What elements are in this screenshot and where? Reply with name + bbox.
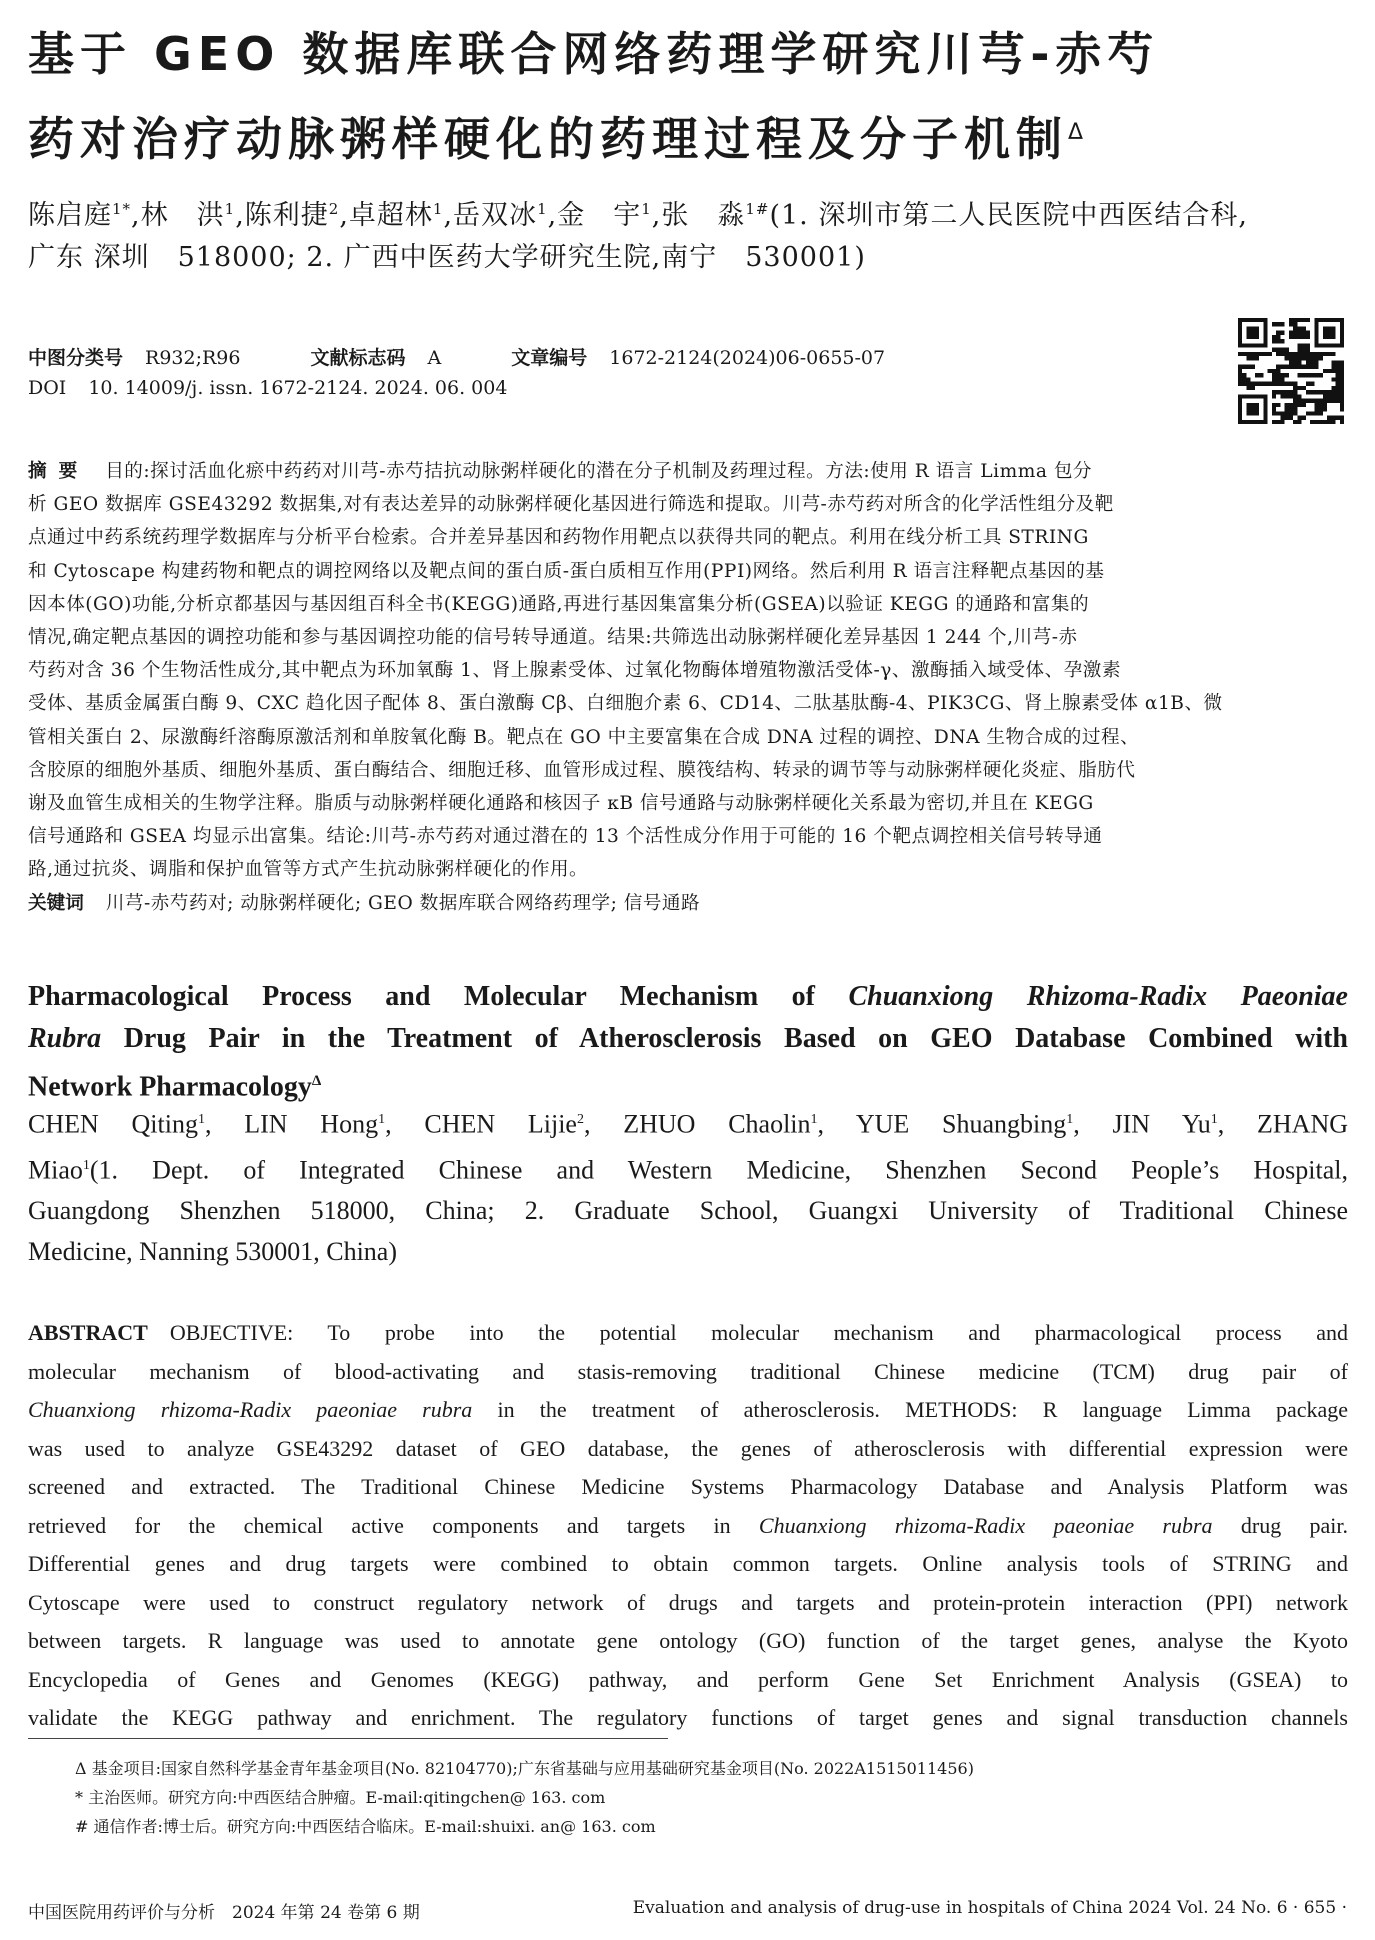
title-en-text: Pharmacological Process and Molecular Mechanism of bbox=[28, 981, 849, 1012]
author-name: , ZHANG bbox=[1217, 1109, 1349, 1139]
meta-line-2 bbox=[28, 373, 885, 403]
doc-code-value: A bbox=[427, 347, 442, 369]
title-cn-line-1: 基于 GEO 数据库联合网络药理学研究川芎-赤芍 bbox=[28, 27, 1160, 81]
abstract-en-text: drug pair. bbox=[1212, 1512, 1348, 1538]
footnote-first-author: * 主治医师。研究方向:中西医结合肿瘤。E-mail:qitingchen@ 163. com bbox=[75, 1788, 606, 1807]
author-sup: 1 bbox=[537, 200, 548, 218]
author-sup: 1 bbox=[197, 1112, 205, 1127]
abstract-en-line bbox=[28, 1391, 1348, 1430]
authors-en bbox=[28, 1099, 1348, 1272]
author-sup: 1 bbox=[432, 200, 444, 218]
author-name: ,陈利捷 bbox=[235, 200, 329, 231]
abstract-cn-label: 摘要 bbox=[28, 461, 90, 482]
title-cn bbox=[28, 22, 1348, 86]
clc-value: R932;R96 bbox=[145, 347, 241, 369]
abstract-en-line: Cytoscape were used to construct regulatory network of drugs and targets and protein-protein interaction (PPI) network bbox=[28, 1589, 1348, 1615]
author-sup: 1 bbox=[1210, 1112, 1218, 1127]
author-name: ,卓超林 bbox=[339, 200, 433, 231]
authors-cn-line-2: 广东 深圳 518000; 2. 广西中医药大学研究生院,南宁 530001) bbox=[28, 242, 866, 273]
article-no-value: 1672-2124(2024)06-0655-07 bbox=[609, 347, 886, 369]
author-name: ,金 宇 bbox=[547, 200, 642, 231]
author-sup: 1# bbox=[745, 200, 770, 218]
author-sup: 2 bbox=[328, 200, 340, 218]
title-en-species: Rubra bbox=[28, 1023, 102, 1054]
title-cn-line-2: 药对治疗动脉粥样硬化的药理过程及分子机制 bbox=[28, 112, 1068, 166]
abstract-cn-line: 点通过中药系统药理学数据库与分析平台检索。合并差异基因和药物作用靶点以获得共同的靶点。利用在线分析工具 STRING bbox=[28, 527, 1089, 549]
abstract-cn-text: 目的:探讨活血化瘀中药药对川芎-赤芍拮抗动脉粥样硬化的潜在分子机制及药理过程。方法:使用 R 语言 Limma 包分 bbox=[105, 461, 1093, 482]
author-sup: 1 bbox=[82, 1157, 90, 1173]
abstract-en-line: between targets. R language was used to annotate gene ontology (GO) function of the target genes, analyse the Kyoto bbox=[28, 1628, 1348, 1653]
doi-label: DOI bbox=[28, 377, 67, 399]
abstract-cn-line: 因本体(GO)功能,分析京都基因与基因组百科全书(KEGG)通路,再进行基因集富集分析(GSEA)以验证 KEGG 的通路和富集的 bbox=[28, 593, 1090, 615]
footnote-funding: Δ 基金项目:国家自然科学基金青年基金项目(No. 82104770);广东省基础与应用基础研究基金项目(No. 2022A1515011456) bbox=[75, 1759, 974, 1778]
abstract-en-species: Chuanxiong rhizoma-Radix paeoniae rubra bbox=[758, 1512, 1213, 1538]
author-sup: 1 bbox=[378, 1112, 386, 1127]
abstract-cn-line: 情况,确定靶点基因的调控功能和参与基因调控功能的信号转导通道。结果:共筛选出动脉粥样硬化差异基因 1 244 个,川芎-赤 bbox=[28, 627, 1078, 649]
abstract-cn-line: 含胶原的细胞外基质、细胞外基质、蛋白酶结合、细胞迁移、血管形成过程、膜筏结构、转录的调节等与动脉粥样硬化炎症、脂肪代 bbox=[28, 759, 1136, 781]
title-en-text: Drug Pair in the Treatment of Atherosclerosis Based on GEO Database Combined with bbox=[101, 1023, 1348, 1054]
abstract-en-line: Encyclopedia of Genes and Genomes (KEGG) pathway, and perform Gene Set Enrichment Analysis (GSEA) to bbox=[28, 1666, 1348, 1692]
title-en-species: Chuanxiong Rhizoma-Radix Paeoniae bbox=[848, 981, 1348, 1012]
abstract-cn-line: 析 GEO 数据库 GSE43292 数据集,对有表达差异的动脉粥样硬化基因进行筛选和提取。川芎-赤芍药对所含的化学活性组分及靶 bbox=[28, 494, 1114, 516]
abstract-cn-line: 谢及血管生成相关的生物学注释。脂质与动脉粥样硬化通路和核因子 κB 信号通路与动脉粥样硬化关系最为密切,并且在 KEGG bbox=[28, 793, 1094, 815]
abstract-en-text: OBJECTIVE: To probe into the potential molecular mechanism and pharmacological process and bbox=[169, 1320, 1348, 1345]
abstract-en-line bbox=[28, 1507, 1348, 1546]
abstract-cn-line: 信号通路和 GSEA 均显示出富集。结论:川芎-赤芍药对通过潜在的 13 个活性成分作用于可能的 16 个靶点调控相关信号转导通 bbox=[28, 826, 1103, 848]
title-cn-line-2-wrap bbox=[28, 107, 1348, 171]
doc-code-label: 文献标志码 bbox=[310, 347, 406, 369]
author-name: , JIN Yu bbox=[1073, 1109, 1211, 1139]
abstract-cn-line bbox=[28, 455, 1351, 488]
abstract-cn-line: 管相关蛋白 2、尿激酶纤溶酶原激活剂和单胺氧化酶 B。靶点在 GO 中主要富集在合成 DNA 过程的调控、DNA 生物合成的过程、 bbox=[28, 726, 1140, 748]
title-en bbox=[28, 976, 1348, 1108]
abstract-cn-line: 和 Cytoscape 构建药物和靶点的调控网络以及靶点间的蛋白质-蛋白质相互作用(PPI)网络。然后利用 R 语言注释靶点基因的基 bbox=[28, 560, 1105, 582]
abstract-en-line: molecular mechanism of blood-activating and stasis-removing traditional Chinese medicine (TCM) drug pair of bbox=[28, 1358, 1348, 1384]
abstract-cn bbox=[28, 455, 1351, 920]
keywords-cn-label: 关键词 bbox=[28, 892, 84, 914]
abstract-en-line: Differential genes and drug targets were combined to obtain common targets. Online analysis tools of STRING and bbox=[28, 1551, 1348, 1576]
running-footer-left: 中国医院用药评价与分析 2024 年第 24 卷第 6 期 bbox=[28, 1903, 420, 1923]
footnote-divider bbox=[28, 1738, 668, 1739]
title-en-text: Network Pharmacology bbox=[28, 1071, 312, 1103]
abstract-cn-line: 路,通过抗炎、调脂和保护血管等方式产生抗动脉粥样硬化的作用。 bbox=[28, 859, 589, 881]
funding-mark: Δ bbox=[1068, 120, 1090, 145]
authors-en-line-2 bbox=[28, 1145, 1348, 1191]
title-en-line-2 bbox=[28, 1018, 1348, 1060]
abstract-en-label: ABSTRACT bbox=[28, 1320, 148, 1345]
authors-en-line-3: Guangdong Shenzhen 518000, China; 2. Graduate School, Guangxi University of Traditional Chinese bbox=[28, 1196, 1348, 1226]
author-name: 陈启庭 bbox=[28, 200, 112, 231]
author-name: CHEN Qiting bbox=[28, 1109, 198, 1139]
author-name: Miao bbox=[28, 1155, 83, 1185]
author-name: ,岳双冰 bbox=[443, 200, 538, 231]
abstract-cn-line: 芍药对含 36 个生物活性成分,其中靶点为环加氧酶 1、肾上腺素受体、过氧化物酶体增殖物激活受体-γ、激酶插入域受体、孕激素 bbox=[28, 660, 1121, 682]
keywords-cn bbox=[28, 887, 1351, 920]
affiliation-en-1: (1. Dept. of Integrated Chinese and Western Medicine, Shenzhen Second People’s Hospital, bbox=[89, 1155, 1348, 1185]
abstract-en-species: Chuanxiong rhizoma-Radix paeoniae rubra bbox=[28, 1397, 473, 1422]
author-sup: 2 bbox=[576, 1112, 584, 1127]
author-name: , ZHUO Chaolin bbox=[583, 1109, 811, 1139]
keywords-cn-text: 川芎-赤芍药对; 动脉粥样硬化; GEO 数据库联合网络药理学; 信号通路 bbox=[105, 892, 701, 914]
author-name: ,张 淼 bbox=[651, 200, 746, 231]
affiliation-cn-1: (1. 深圳市第二人民医院中西医结合科, bbox=[769, 200, 1248, 231]
author-name: , LIN Hong bbox=[204, 1109, 379, 1139]
abstract-en bbox=[28, 1314, 1348, 1738]
abstract-en-text: in the treatment of atherosclerosis. METHODS: R language Limma package bbox=[472, 1397, 1348, 1422]
author-sup: 1 bbox=[810, 1112, 818, 1127]
abstract-en-text: retrieved for the chemical active components and targets in bbox=[28, 1512, 759, 1538]
author-name: ,林 洪 bbox=[131, 200, 225, 231]
funding-mark: Δ bbox=[311, 1073, 322, 1089]
qr-code-icon[interactable] bbox=[1238, 318, 1344, 424]
authors-en-line-4: Medicine, Nanning 530001, China) bbox=[28, 1237, 397, 1267]
footnote-corresponding-author: # 通信作者:博士后。研究方向:中西医结合临床。E-mail:shuixi. an@ 163. com bbox=[75, 1817, 656, 1836]
author-name: , YUE Shuangbing bbox=[817, 1109, 1067, 1139]
footnotes bbox=[75, 1754, 974, 1841]
abstract-en-line: validate the KEGG pathway and enrichment. The regulatory functions of target genes and signal transduction channels bbox=[28, 1705, 1348, 1730]
clc-label: 中图分类号 bbox=[28, 347, 124, 369]
authors-cn bbox=[28, 188, 1353, 279]
doi-value[interactable]: 10. 14009/j. issn. 1672-2124. 2024. 06. 004 bbox=[88, 377, 508, 399]
author-sup: 1 bbox=[224, 200, 236, 218]
author-name: , CHEN Lijie bbox=[385, 1109, 577, 1139]
running-footer-right: Evaluation and analysis of drug-use in hospitals of China 2024 Vol. 24 No. 6 · 655 · bbox=[632, 1898, 1347, 1918]
title-en-line-1 bbox=[28, 976, 1348, 1018]
abstract-en-line: was used to analyze GSE43292 dataset of GEO database, the genes of atherosclerosis with differential expression were bbox=[28, 1435, 1348, 1461]
author-sup: 1 bbox=[1066, 1112, 1074, 1127]
author-sup: 1* bbox=[112, 200, 132, 218]
meta-line-1 bbox=[28, 343, 885, 373]
abstract-en-line: screened and extracted. The Traditional Chinese Medicine Systems Pharmacology Database and Analysis Platform was bbox=[28, 1474, 1348, 1499]
author-sup: 1 bbox=[641, 200, 652, 218]
abstract-en-line bbox=[28, 1314, 1348, 1353]
article-meta bbox=[28, 343, 885, 403]
abstract-cn-line: 受体、基质金属蛋白酶 9、CXC 趋化因子配体 8、蛋白激酶 Cβ、白细胞介素 6、CD14、二肽基肽酶-4、PIK3CG、肾上腺素受体 α1B、微 bbox=[28, 693, 1223, 715]
article-no-label: 文章编号 bbox=[511, 347, 588, 369]
authors-en-line-1 bbox=[28, 1099, 1348, 1145]
authors-cn-line-1 bbox=[28, 188, 1353, 237]
